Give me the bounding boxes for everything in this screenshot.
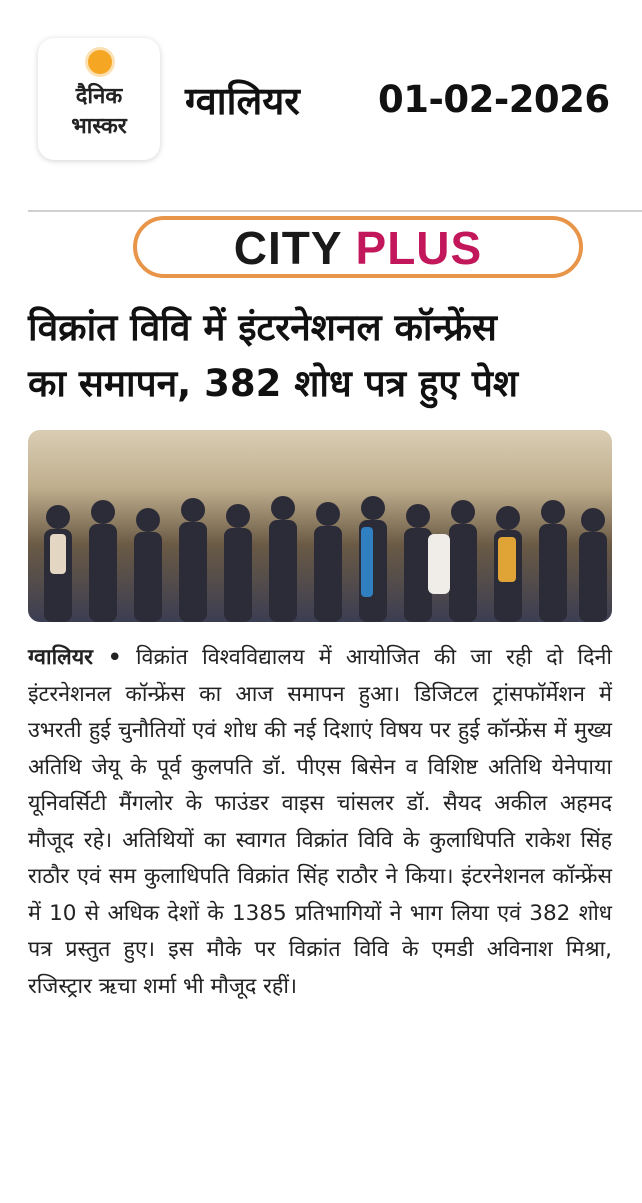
logo-line-1: दैनिक [75, 84, 123, 109]
section-word-city: CITY [233, 222, 342, 274]
header-divider [28, 210, 642, 212]
section-banner [133, 216, 583, 278]
headline-line-1: विक्रांत विवि में इंटरनेशनल कॉन्फ्रेंस [28, 306, 497, 349]
conference-group-photo [28, 430, 612, 622]
newspaper-logo [38, 38, 160, 160]
article-body [28, 640, 612, 1005]
sun-icon [88, 50, 112, 74]
article-headline [28, 300, 628, 412]
edition-date: 01-02-2026 [378, 78, 610, 121]
article-body-text: विक्रांत विश्वविद्यालय में आयोजित की जा रही दो दिनी इंटरनेशनल कॉन्फ्रेंस का आज समापन हुआ। डिजिटल ट्रांसफॉर्मेशन में उभरती हुई चुनौतियों एवं शोध की नई दिशाएं विषय पर हुई कॉन्फ्रेंस में मुख्य अतिथि जेयू के पूर्व कुलपति डॉ. पीएस बिसेन व विशिष्ट अतिथि येनेपाया यूनिवर्सिटी मैंगलोर के फाउंडर वाइस चांसलर डॉ. सैयद अकील अहमद मौजूद रहे। अतिथियों का स्वागत विक्रांत विवि के कुलाधिपति राकेश सिंह राठौर एवं सम कुलाधिपति विक्रांत सिंह राठौर ने किया। इंटरनेशनल कॉन्फ्रेंस में 10 से अधिक देशों के 1385 प्रतिभागियों ने भाग लिया एवं 382 शोध पत्र प्रस्तुत हुए। इस मौके पर विक्रांत विवि के एमडी अविनाश मिश्रा, रजिस्ट्रार ऋचा शर्मा भी मौजूद रहीं। [28, 645, 612, 999]
headline-line-2: का समापन, 382 शोध पत्र हुए पेश [28, 362, 519, 405]
crowd-illustration [28, 472, 612, 622]
edition-city: ग्वालियर [185, 79, 300, 123]
article-dateline: ग्वालियर • [28, 645, 122, 670]
logo-line-2: भास्कर [71, 114, 127, 139]
section-word-plus: PLUS [355, 222, 483, 274]
